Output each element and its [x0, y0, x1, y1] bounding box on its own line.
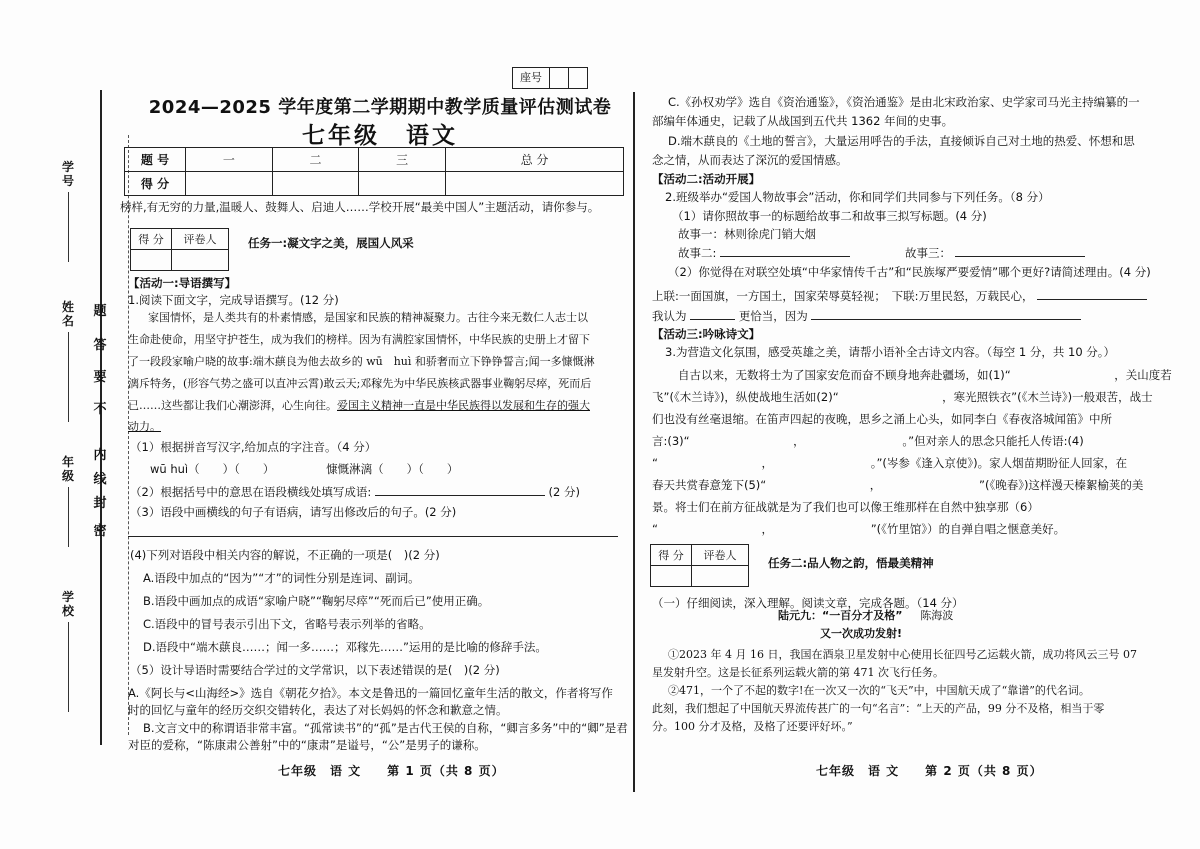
q1-2-points: (2 分) [548, 485, 580, 499]
q1-4-prompt: (4)下列对语段中相关内容的解说，不正确的一项是( )(2 分) [130, 548, 440, 562]
story3-label: 故事三： [905, 246, 951, 260]
score-table-cell: 得 分 [125, 172, 186, 196]
score-table-score-row [125, 172, 624, 196]
story2-label: 故事二: [678, 246, 717, 260]
page-divider [633, 92, 635, 792]
seat-cell[interactable] [569, 68, 587, 88]
passage-line: 了一段段家喻户晓的故事:端木蕻良为他去故乡的 wū huì 和骄奢而立下铮铮誓言;闻一多慷慨淋 [128, 355, 595, 368]
student-id-label: 学号 [62, 160, 75, 188]
binding-line [100, 90, 102, 745]
score-table [124, 147, 624, 196]
article-author: 陈海波 [920, 609, 954, 622]
grader-name-cell[interactable] [172, 250, 229, 271]
passage-line [128, 399, 590, 413]
option-item: A.《阿长与<山海经>》选自《朝花夕拾》。本文是鲁迅的一篇回忆童年生活的散文，作者将写作 [128, 686, 613, 700]
grader-name-label: 评卷人 [692, 545, 749, 566]
q1-2-text: （2）根据括号中的意思在语段横线处填写成语: [130, 485, 372, 499]
grader-table-1 [130, 228, 229, 271]
q1-1-items: wū huì（ ）（ ） 慷慨淋漓（ ）（ ） [150, 462, 459, 476]
option-item: C.《孙权劝学》选自《资治通鉴》，《资治通鉴》是由北宋政治家、史学家司马光主持编纂的一 [668, 95, 1140, 109]
couplet-answer-blank[interactable] [1037, 288, 1147, 300]
page-footer: 七年级 语 文 第 2 页（共 8 页） [816, 764, 1043, 778]
seat-number-box[interactable] [512, 67, 588, 89]
option-item: 念之情，从而表达了深沉的爱国情感。 [652, 153, 848, 167]
grade-label: 年级 [62, 455, 75, 483]
article-paragraph-line: ②471，一个了不起的数字!在一次又一次的“飞天”中，中国航天成了“靠谱”的代名词。 [668, 684, 1090, 697]
option-item: 对臣的爱称，“陈康肃公善射”中的“康肃”是谥号，“公”是男子的谦称。 [128, 738, 486, 752]
story3-field [905, 245, 1085, 260]
article-paragraph-line: 此刻，我们想起了中国航天界流传甚广的一句“名言”：“上天的产品，99 分不及格，相当于零 [652, 702, 1105, 715]
option-item: D.语段中“端木蕻良……；闻一多……；邓稼先……”运用的是比喻的修辞手法。 [143, 640, 547, 654]
poem-fill-line: 飞”(《木兰诗》)，纵使战地生活如(2)“ ，寒光照铁衣”(《木兰诗》)一般艰苦，战士 [652, 390, 1153, 404]
seal-word: 内 [93, 448, 107, 463]
couplet-line [652, 288, 1147, 303]
grader-score-cell[interactable] [131, 250, 172, 271]
score-input-cell[interactable] [186, 172, 273, 196]
q1-1-prompt: （1）根据拼音写汉字,给加点的字注音。（4 分） [130, 440, 377, 454]
q1-3-prompt: （3）语段中画横线的句子有语病，请写出修改后的句子。(2 分) [130, 505, 457, 519]
q2-1-prompt: （1）请你照故事一的标题给故事二和故事三拟写标题。(4 分) [672, 209, 987, 223]
option-item: B.文言文中的称谓语非常丰富。“孤常读书”的“孤”是古代王侯的自称，“卿言多务”中的“卿”是君 [143, 721, 628, 735]
exam-title: 2024—2025 学年度第二学期期中教学质量评估测试卷 [148, 97, 612, 118]
reason-label-a: 我认为 [652, 309, 687, 323]
seal-word: 答 [93, 338, 107, 353]
seat-cell[interactable] [550, 68, 569, 88]
option-item: A.语段中加点的“因为”“才”的词性分别是连词、副词。 [143, 571, 420, 585]
grader-score-label: 得 分 [651, 545, 692, 566]
seal-word: 线 [93, 472, 107, 487]
score-table-cell: 一 [186, 148, 273, 172]
score-table-cell: 三 [359, 148, 446, 172]
option-item: C.语段中的冒号表示引出下文，省略号表示列举的省略。 [143, 617, 431, 631]
story2-answer-blank[interactable] [720, 245, 850, 257]
underlined-sentence-end: 动力。 [128, 420, 161, 433]
article-title [778, 609, 953, 623]
task2-heading: 任务二:品人物之韵，悟最美精神 [768, 556, 934, 570]
activity2-heading: 【活动二:活动开展】 [652, 172, 761, 186]
activity1-heading: 【活动一:导语撰写】 [128, 276, 237, 290]
q1-3-answer-line[interactable] [128, 536, 618, 537]
reason-choice-blank[interactable] [690, 308, 735, 320]
option-item: 部编年体通史，记载了从战国到五代共 1362 年间的史事。 [652, 114, 954, 128]
passage-line: 漓斥特务，(形容气势之盛可以直冲云霄)敢云天;邓稼先为中华民族核武器事业鞠躬尽瘁，死而后 [128, 377, 592, 390]
q1-prompt: 1.阅读下面文字，完成导语撰写。(12 分) [128, 293, 339, 307]
poem-fill-line: 春天共赏春意笼下(5)“ ， ”(《晚春》)这样漫天榛絮榆荚的美 [652, 478, 1144, 492]
poem-fill-line: 言:(3)“ ， 。”但对亲人的思念只能托人传语:(4) [652, 434, 1084, 448]
article-subtitle: 又一次成功发射! [820, 627, 903, 640]
page-footer: 七年级 语 文 第 1 页（共 8 页） [278, 764, 505, 778]
option-item: D.端木蕻良的《土地的誓言》，大量运用呼告的手法，直接倾诉自己对土地的热爱、怀想和思 [668, 134, 1135, 148]
underlined-sentence: 爱国主义精神一直是中华民族得以发展和生存的强大 [337, 399, 590, 412]
couplet-text: 上联:一面国旗，一方国土，国家荣辱莫轻视； 下联:万里民怒，万载民心， [652, 289, 1034, 303]
seal-dashed-line [128, 135, 129, 735]
seal-word: 密 [93, 524, 107, 539]
poem-fill-line: 自古以来，无数将士为了国家安危而奋不顾身地奔赴疆场，如(1)“ ，关山度若 [678, 368, 1172, 382]
reading-prompt: （一）仔细阅读，深入理解。阅读文章，完成各题。（14 分） [652, 596, 964, 610]
story1-title: 故事一：林则徐虎门销大烟 [678, 227, 816, 241]
school-label: 学校 [62, 590, 75, 618]
poem-fill-line: “ ， 。”(岑参《逢入京使》)。家人烟苗期盼征人回家，在 [652, 456, 1128, 470]
grader-score-label: 得 分 [131, 229, 172, 250]
seal-word: 要 [93, 370, 107, 385]
article-paragraph-line: ①2023 年 4 月 16 日，我国在酒泉卫星发射中心使用长征四号乙运载火箭，成功将风云三号 07 [668, 648, 1137, 661]
score-table-cell: 二 [272, 148, 359, 172]
grade-field[interactable] [56, 455, 80, 547]
q2-prompt: 2.班级举办“爱国人物故事会”活动，你和同学们共同参与下列任务。（8 分） [665, 190, 1050, 204]
activity3-heading: 【活动三:吟咏诗文】 [652, 327, 761, 341]
option-item: 时的回忆与童年的经历交织交错转化，表达了对长妈妈的怀念和歉意之情。 [128, 703, 508, 717]
grader-table-2 [650, 544, 749, 587]
score-table-cell: 总 分 [446, 148, 624, 172]
poem-fill-line: “ ， ”(《竹里馆》）的自弹自唱之惬意美好。 [652, 522, 1066, 536]
score-input-cell[interactable] [359, 172, 446, 196]
q3-prompt: 3.为营造文化氛围，感受英雄之美，请帮小语补全古诗文内容。（每空 1 分，共 10 分。） [665, 345, 1116, 359]
article-title-text: 陆元九：“一百分才及格” [778, 609, 903, 622]
task1-heading: 任务一:凝文字之美，展国人风采 [248, 236, 414, 250]
reason-line [652, 308, 1081, 323]
exam-subtitle: 七年级 语文 [302, 123, 458, 149]
story2-field [678, 245, 850, 260]
name-label: 姓名 [62, 300, 75, 328]
school-field[interactable] [56, 590, 80, 712]
score-table-header-row [125, 148, 624, 172]
story3-answer-blank[interactable] [955, 245, 1085, 257]
score-input-cell[interactable] [272, 172, 359, 196]
poem-fill-line: 们也没有丝毫退缩。在笛声四起的夜晚，思乡之涌上心头，如同李白《春夜洛城闻笛》中所 [652, 412, 1112, 426]
reason-label-b: 更恰当，因为 [738, 309, 808, 323]
intro-text: 榜样,有无穷的力量,温暖人、鼓舞人、启迪人……学校开展“最美中国人”主题活动，请你参与。 [120, 200, 600, 214]
reason-answer-blank[interactable] [811, 308, 1081, 320]
score-table-cell: 题 号 [125, 148, 186, 172]
article-paragraph-line: 分。100 分才及格，及格了还要评好坏。” [652, 720, 853, 733]
grader-score-cell[interactable] [651, 566, 692, 587]
student-id-field[interactable] [56, 160, 80, 262]
grader-name-cell[interactable] [692, 566, 749, 587]
q1-2-prompt [130, 484, 580, 499]
q1-5-prompt: （5）设计导语时需要结合学过的文学常识，以下表述错误的是( )(2 分) [130, 663, 500, 677]
q2-2-prompt: （2）你觉得在对联空处填“中华家情传千古”和“民族塚严要爱情”哪个更好?请简述理由。(4 分) [668, 265, 1151, 279]
name-field[interactable] [56, 300, 80, 422]
article-paragraph-line: 星发射升空。这是长征系列运载火箭的第 471 次飞行任务。 [652, 666, 944, 679]
passage-line: 生命赴使命，用坚守护苍生，成为我们的榜样。因为有满腔家国情怀，中华民族的史册上才留下 [128, 333, 590, 346]
seal-word: 不 [93, 402, 107, 417]
option-item: B.语段中画加点的成语“家喻户晓”“鞠躬尽瘁”“死而后已”使用正确。 [143, 594, 490, 608]
grader-name-label: 评卷人 [172, 229, 229, 250]
poem-fill-line: 景。将士们在前方征战就是为了我们也可以像王维那样在自然中独享那（6） [652, 500, 1039, 514]
score-input-cell[interactable] [446, 172, 624, 196]
seal-word: 封 [93, 496, 107, 511]
seal-word: 题 [93, 304, 107, 319]
q1-2-answer-blank[interactable] [375, 484, 545, 496]
passage-line-part: 已……这些都让我们心潮澎湃，心生向往。 [128, 399, 337, 412]
seat-label: 座号 [513, 68, 550, 88]
passage-line: 家国情怀，是人类共有的朴素情感，是国家和民族的精神凝聚力。古往今来无数仁人志士以 [148, 311, 588, 324]
